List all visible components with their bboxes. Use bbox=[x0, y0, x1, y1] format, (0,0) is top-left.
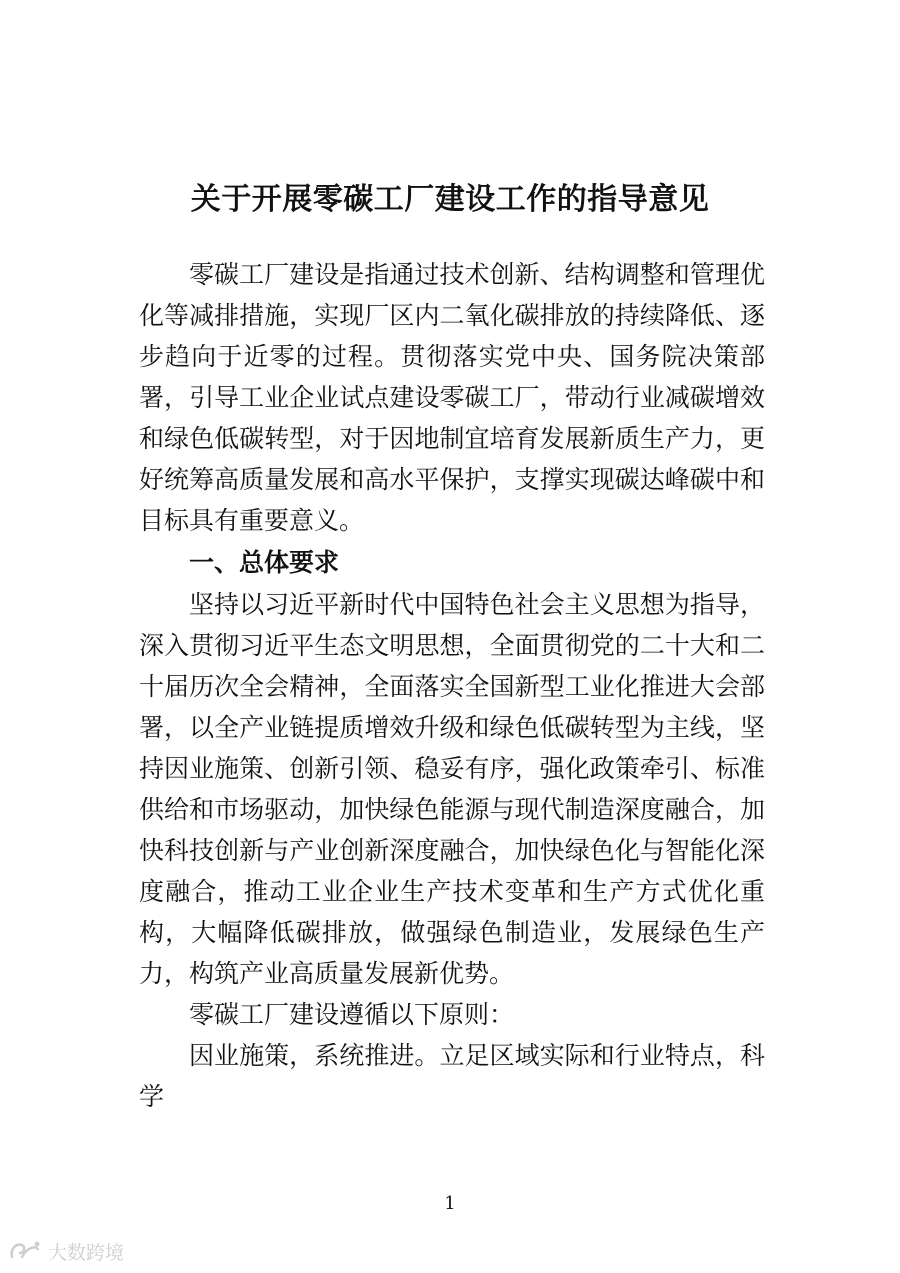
document-title: 关于开展零碳工厂建设工作的指导意见 bbox=[190, 182, 710, 218]
intro-paragraph: 零碳工厂建设是指通过技术创新、结构调整和管理优化等减排措施，实现厂区内二氧化碳排放的持续降低、逐步趋向于近零的过程。贯彻落实党中央、国务院决策部署，引导工业企业试点建设零碳工厂，带动行业减碳增效和绿色低碳转型，对于因地制宜培育发展新质生产力，更好统筹高质量发展和高水平保护，支撑实现碳达峰碳中和目标具有重要意义。 bbox=[139, 260, 765, 535]
watermark bbox=[8, 1236, 124, 1266]
brand-logo-icon bbox=[8, 1239, 42, 1263]
page-number: 1 bbox=[444, 1193, 456, 1214]
body-paragraph: 零碳工厂建设遵循以下原则： bbox=[189, 1000, 515, 1029]
document-body bbox=[139, 254, 765, 1117]
watermark-text: 大数跨境 bbox=[48, 1241, 125, 1264]
body-paragraph: 因业施策，系统推进。立足区域实际和行业特点，科学 bbox=[139, 1041, 765, 1111]
body-paragraph: 坚持以习近平新时代中国特色社会主义思想为指导，深入贯彻习近平生态文明思想，全面贯彻党的二十大和二十届历次全会精神，全面落实全国新型工业化推进大会部署，以全产业链提质增效升级和绿色低碳转型为主线，坚持因业施策、创新引领、稳妥有序，强化政策牵引、标准供给和市场驱动，加快绿色能源与现代制造深度融合，加快科技创新与产业创新深度融合，加快绿色化与智能化深度融合，推动工业企业生产技术变革和生产方式优化重构，大幅降低碳排放，做强绿色制造业，发展绿色生产力，构筑产业高质量发展新优势。 bbox=[139, 590, 765, 988]
section-heading: 一、总体要求 bbox=[189, 548, 340, 577]
